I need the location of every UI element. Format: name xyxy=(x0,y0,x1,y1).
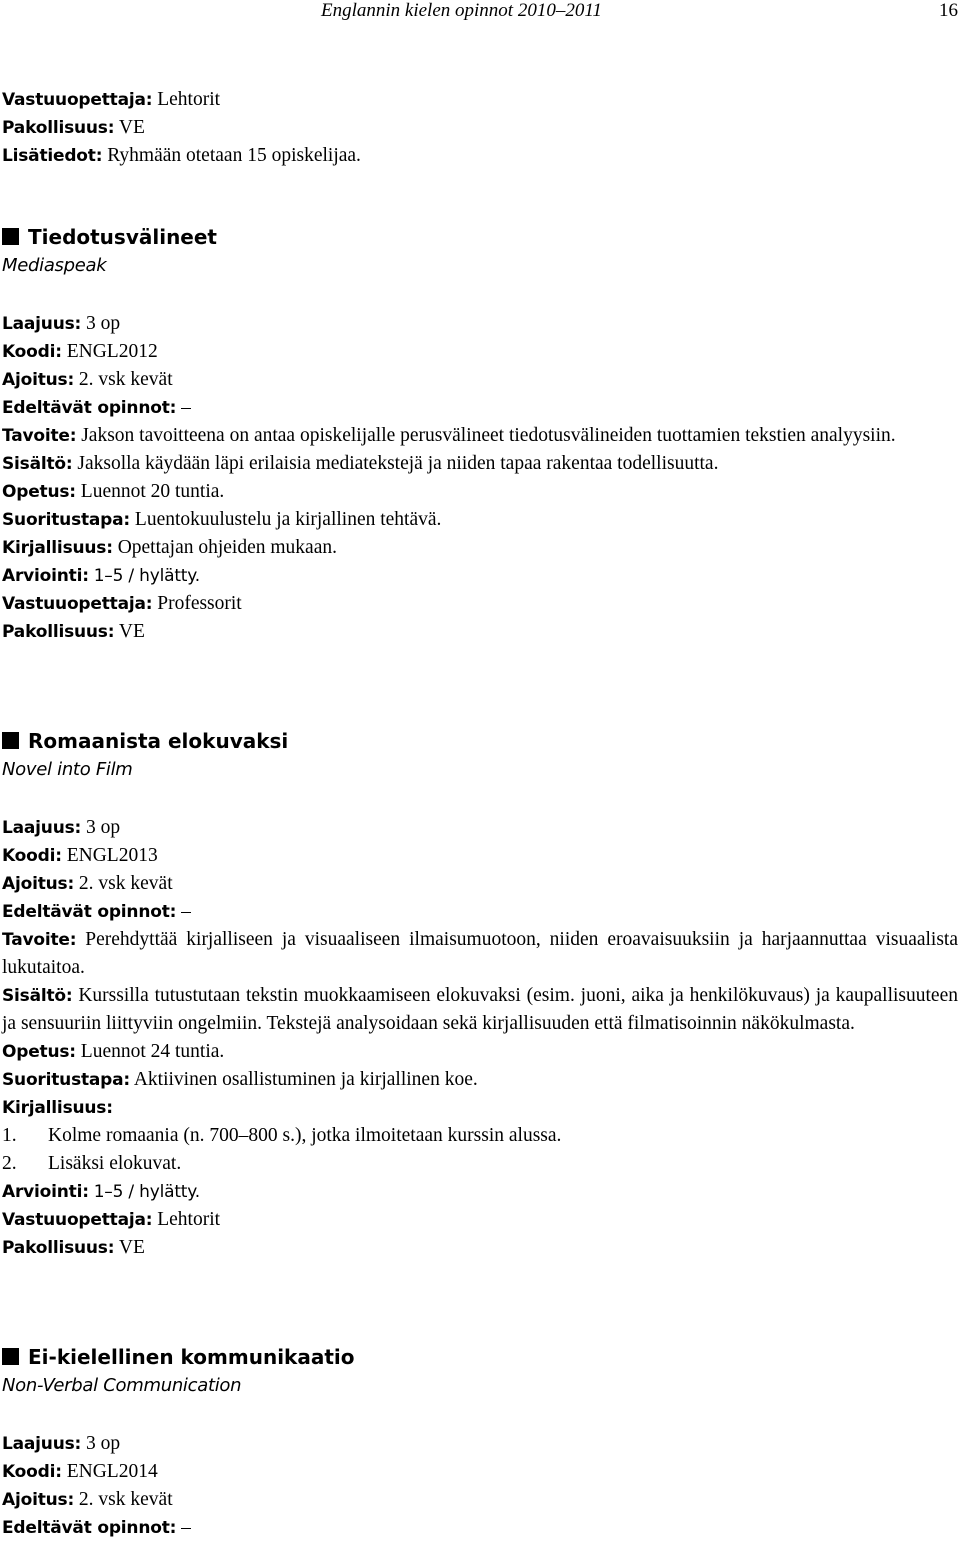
field-value: 3 op xyxy=(86,313,121,334)
field-label: Pakollisuus: xyxy=(2,1238,115,1258)
code-row xyxy=(2,338,958,366)
field-label: Lisätiedot: xyxy=(2,146,103,166)
field-label: Laajuus: xyxy=(2,818,82,838)
prerequisites-row xyxy=(2,394,958,422)
course-tiedotusvalineet-details xyxy=(2,310,958,646)
field-label: Ajoitus: xyxy=(2,1490,75,1510)
field-value: 2. vsk kevät xyxy=(78,369,173,390)
field-value: ENGL2013 xyxy=(66,845,158,866)
literature-list-item xyxy=(2,1150,958,1178)
compulsory-row xyxy=(2,618,958,646)
field-value: Jaksolla käydään läpi erilaisia mediatekstejä ja niiden tapaa rakentaa todellisuutta. xyxy=(77,453,719,474)
content-row xyxy=(2,450,958,478)
field-label: Kirjallisuus: xyxy=(2,1098,113,1118)
timing-row xyxy=(2,870,958,898)
responsible-teacher-row xyxy=(2,590,958,618)
field-label: Kirjallisuus: xyxy=(2,538,113,558)
field-label: Arviointi: xyxy=(2,1182,89,1202)
field-value: VE xyxy=(118,117,145,138)
course-subtitle: Novel into Film xyxy=(2,759,133,780)
field-value: ENGL2012 xyxy=(66,341,158,362)
course-tiedotusvalineet xyxy=(2,222,958,280)
field-value: Luentokuulustelu ja kirjallinen tehtävä. xyxy=(134,509,442,530)
field-value: Luennot 20 tuntia. xyxy=(80,481,225,502)
field-value: Professorit xyxy=(157,593,242,614)
field-value: – xyxy=(181,397,191,418)
grading-row xyxy=(2,1178,958,1206)
timing-row xyxy=(2,366,958,394)
field-label: Opetus: xyxy=(2,1042,76,1062)
field-label: Pakollisuus: xyxy=(2,622,115,642)
field-label: Sisältö: xyxy=(2,454,73,474)
responsible-teacher-row xyxy=(2,1206,958,1234)
literature-row xyxy=(2,534,958,562)
field-label: Vastuuopettaja: xyxy=(2,594,153,614)
square-bullet-icon xyxy=(2,732,19,749)
course-heading xyxy=(2,1342,958,1372)
field-label: Edeltävät opinnot: xyxy=(2,398,177,418)
field-label: Koodi: xyxy=(2,846,62,866)
field-label: Koodi: xyxy=(2,1462,62,1482)
list-number: 1. xyxy=(2,1125,17,1146)
field-value: 2. vsk kevät xyxy=(78,1489,173,1510)
course-romaanista-elokuvaksi-details xyxy=(2,814,958,1262)
objective-row xyxy=(2,422,958,450)
field-label: Vastuuopettaja: xyxy=(2,90,153,110)
code-row xyxy=(2,842,958,870)
field-label: Edeltävät opinnot: xyxy=(2,902,177,922)
timing-row xyxy=(2,1486,958,1514)
completion-row xyxy=(2,506,958,534)
course-heading xyxy=(2,222,958,252)
field-value: Lehtorit xyxy=(157,89,221,110)
responsible-teacher-row xyxy=(2,86,958,114)
field-value: ENGL2014 xyxy=(66,1461,158,1482)
course-title: Tiedotusvälineet xyxy=(28,225,217,249)
credits-row xyxy=(2,1430,958,1458)
header-title: Englannin kielen opinnot 2010–2011 xyxy=(321,0,602,21)
credits-row xyxy=(2,814,958,842)
code-row xyxy=(2,1458,958,1486)
field-value: Jakson tavoitteena on antaa opiskelijalle perusvälineet tiedotusvälineiden tuottamien tekstien analyysiin. xyxy=(81,425,896,446)
field-label: Suoritustapa: xyxy=(2,1070,131,1090)
field-label: Ajoitus: xyxy=(2,874,75,894)
field-value: VE xyxy=(118,1237,145,1258)
field-value: – xyxy=(181,1517,191,1538)
course-title: Ei-kielellinen kommunikaatio xyxy=(28,1345,355,1369)
field-value: 1–5 / hylätty. xyxy=(93,566,200,586)
field-value: 1–5 / hylätty. xyxy=(93,1182,200,1202)
field-label: Laajuus: xyxy=(2,314,82,334)
field-value: VE xyxy=(118,621,145,642)
list-number: 2. xyxy=(2,1153,17,1174)
field-value: Opettajan ohjeiden mukaan. xyxy=(117,537,337,558)
objective-row xyxy=(2,926,958,982)
field-value: 3 op xyxy=(86,1433,121,1454)
course-ei-kielellinen-kommunikaatio xyxy=(2,1342,958,1400)
course-romaanista-elokuvaksi xyxy=(2,726,958,784)
course-ei-kielellinen-kommunikaatio-details xyxy=(2,1430,958,1542)
square-bullet-icon xyxy=(2,228,19,245)
credits-row xyxy=(2,310,958,338)
literature-list-item xyxy=(2,1122,958,1150)
literature-row xyxy=(2,1094,958,1122)
field-label: Suoritustapa: xyxy=(2,510,131,530)
field-label: Opetus: xyxy=(2,482,76,502)
teaching-row xyxy=(2,478,958,506)
field-value: Lehtorit xyxy=(157,1209,221,1230)
page-number: 16 xyxy=(939,0,958,21)
field-label: Sisältö: xyxy=(2,986,73,1006)
field-label: Koodi: xyxy=(2,342,62,362)
field-label: Tavoite: xyxy=(2,426,77,446)
field-label: Vastuuopettaja: xyxy=(2,1210,153,1230)
compulsory-row xyxy=(2,114,958,142)
field-label: Pakollisuus: xyxy=(2,118,115,138)
course-subtitle: Mediaspeak xyxy=(2,255,107,276)
prerequisites-row xyxy=(2,898,958,926)
intro-block xyxy=(2,86,958,170)
field-label: Edeltävät opinnot: xyxy=(2,1518,177,1538)
additional-info-row xyxy=(2,142,958,170)
field-value: Ryhmään otetaan 15 opiskelijaa. xyxy=(107,145,361,166)
field-value: 2. vsk kevät xyxy=(78,873,173,894)
field-value: Perehdyttää kirjalliseen ja visuaaliseen ilmaisumuotoon, niiden eroavaisuuksiin ja harjaannuttaa visuaalista lukutaitoa. xyxy=(2,929,959,978)
field-label: Ajoitus: xyxy=(2,370,75,390)
course-title: Romaanista elokuvaksi xyxy=(28,729,289,753)
course-subtitle: Non-Verbal Communication xyxy=(2,1375,242,1396)
field-label: Tavoite: xyxy=(2,930,77,950)
field-value: 3 op xyxy=(86,817,121,838)
square-bullet-icon xyxy=(2,1348,19,1365)
field-label: Laajuus: xyxy=(2,1434,82,1454)
list-text: Kolme romaania (n. 700–800 s.), jotka ilmoitetaan kurssin alussa. xyxy=(48,1125,562,1146)
list-text: Lisäksi elokuvat. xyxy=(48,1153,182,1174)
teaching-row xyxy=(2,1038,958,1066)
field-value: Kurssilla tutustutaan tekstin muokkaamiseen elokuvaksi (esim. juoni, aika ja henkilökuvaus) ja kaupallisuuteen ja sensuuriin liittyviin ongelmiin. Tekstejä analysoidaan sekä kirjallisuuden että filmatisoinnin näkökulmasta. xyxy=(2,985,958,1034)
completion-row xyxy=(2,1066,958,1094)
compulsory-row xyxy=(2,1234,958,1262)
field-label: Arviointi: xyxy=(2,566,89,586)
field-value: – xyxy=(181,901,191,922)
content-row xyxy=(2,982,958,1038)
grading-row xyxy=(2,562,958,590)
prerequisites-row xyxy=(2,1514,958,1542)
field-value: Luennot 24 tuntia. xyxy=(80,1041,225,1062)
course-heading xyxy=(2,726,958,756)
field-value: Aktiivinen osallistuminen ja kirjallinen koe. xyxy=(133,1069,478,1090)
